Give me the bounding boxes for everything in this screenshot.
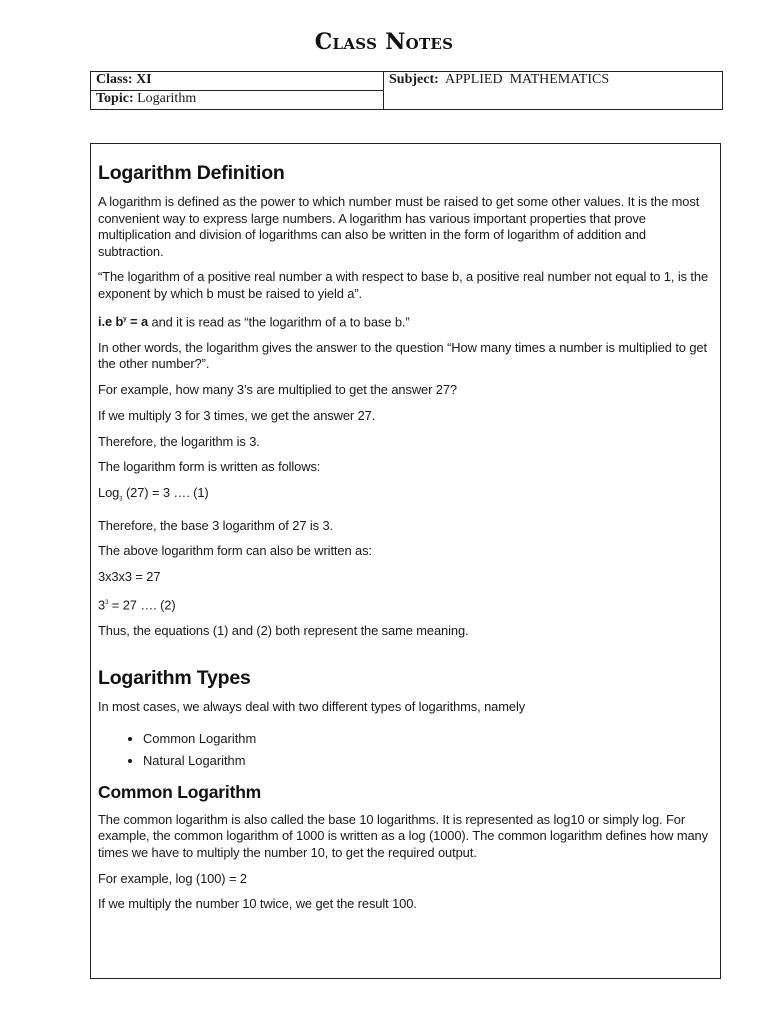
ie-rest: = a	[126, 313, 149, 329]
eq1-rest: (27) = 3 …. (1)	[122, 485, 209, 501]
base-3-statement: Therefore, the base 3 logarithm of 27 is 3.	[98, 517, 334, 533]
ie-exponent: y	[123, 316, 127, 323]
example-question: For example, how many 3’s are multiplied to get the answer 27?	[98, 381, 457, 397]
topic-cell	[91, 91, 384, 110]
class-label: Class:	[96, 72, 133, 87]
subject-value: APPLIED MATHEMATICS	[445, 72, 610, 87]
topic-value: Logarithm	[137, 91, 197, 106]
ie-formula	[98, 314, 148, 329]
types-intro: In most cases, we always deal with two different types of logarithms, namely	[98, 698, 526, 714]
eq2-exponent: 3	[105, 599, 109, 606]
eq2-base: 3	[98, 597, 106, 613]
ie-base: i.e b	[98, 313, 124, 329]
logarithm-types-heading: Logarithm Types	[98, 666, 251, 689]
equation-2	[98, 595, 713, 614]
eq1-base-subscript: 3	[119, 496, 123, 503]
definition-quote: “The logarithm of a positive real number a with respect to base b, a positive real number not equal to 1, is the exponent by which b must be raised to yield a”.	[98, 269, 709, 301]
alt-form-intro: The above logarithm form can also be written as:	[98, 543, 372, 559]
notes-body	[98, 162, 713, 922]
subject-cell	[384, 72, 723, 110]
class-value: XI	[136, 72, 152, 87]
logarithm-definition-heading: Logarithm Definition	[98, 162, 285, 184]
types-list	[98, 731, 713, 770]
eq1-log: Log	[98, 485, 120, 501]
common-log-result: If we multiply the number 10 twice, we get the result 100.	[98, 896, 417, 912]
other-words-paragraph: In other words, the logarithm gives the answer to the question “How many times a number is multiplied to get the other number?”.	[98, 339, 707, 372]
list-item: • Natural Logarithm	[143, 753, 713, 770]
class-cell	[91, 72, 384, 91]
equation-1	[98, 485, 713, 508]
list-item: • Common Logarithm	[143, 731, 713, 748]
example-conclusion: Therefore, the logarithm is 3.	[98, 433, 260, 449]
notes-content-box	[90, 143, 721, 979]
table-row	[91, 72, 723, 91]
ie-text: and it is read as “the logarithm of a to base b.”	[148, 313, 410, 329]
common-logarithm-heading: Common Logarithm	[98, 781, 262, 802]
subject-label: Subject:	[389, 72, 439, 87]
page-title: Class Notes	[314, 29, 454, 55]
class-info-table	[90, 71, 723, 110]
definition-paragraph: A logarithm is defined as the power to which number must be raised to get some other values. It is the most convenient way to express large numbers. A logarithm has various important properties that prove multiplication and division of logarithms can also be written in the form of logarithm of addition and subtraction.	[98, 194, 700, 259]
definition-ie-line	[98, 312, 713, 331]
log-form-intro: The logarithm form is written as follows:	[98, 459, 321, 475]
eq2-rest: = 27 …. (2)	[108, 597, 176, 613]
equation-product: 3x3x3 = 27	[98, 569, 161, 585]
common-log-paragraph: The common logarithm is also called the base 10 logarithms. It is represented as log10 or simply log. For example, the common logarithm of 1000 is written as a log (1000). The common logarithm defines how many times we have to multiply the number 10, to get the required output.	[98, 811, 708, 860]
common-log-example: For example, log (100) = 2	[98, 870, 247, 886]
equivalence-statement: Thus, the equations (1) and (2) both represent the same meaning.	[98, 623, 469, 639]
topic-label: Topic:	[96, 91, 134, 106]
example-answer: If we multiply 3 for 3 times, we get the answer 27.	[98, 407, 376, 423]
